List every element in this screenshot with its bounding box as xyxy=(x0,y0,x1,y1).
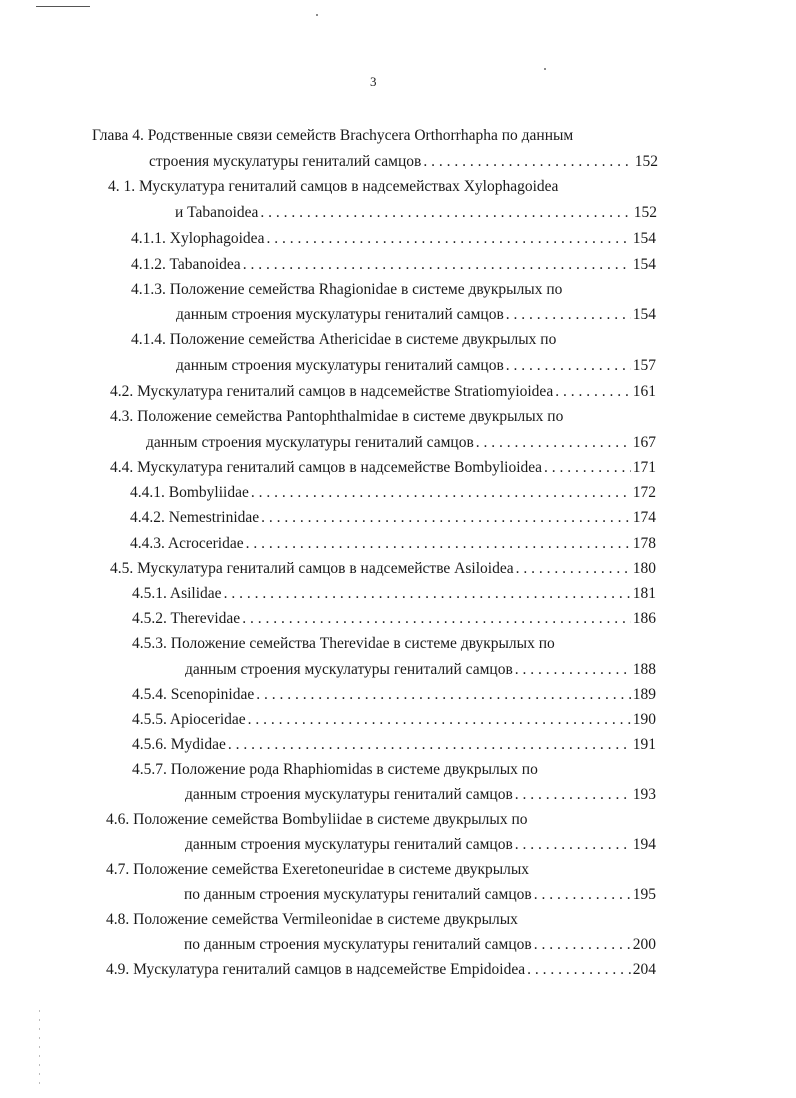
toc-line: данным строения мускулатуры гениталий самцов . . . 194 xyxy=(185,836,656,854)
dot-leader xyxy=(256,686,630,704)
dot-leader xyxy=(261,509,631,527)
dot-leader xyxy=(506,357,631,375)
toc-line: 4.5.7. Положение рода Rhaphiomidas в системе двукрылых по xyxy=(132,761,538,778)
dot-leader xyxy=(260,204,631,222)
toc-line: 4.7. Положение семейства Exeretoneuridae в системе двукрылых xyxy=(106,861,530,878)
toc-line: 4.4.3. Acroceridae . . . 178 xyxy=(130,535,656,553)
toc-line: и Tabanoidea . . . 152 xyxy=(175,204,657,222)
dot-leader xyxy=(251,484,631,502)
toc-page-number: 157 xyxy=(632,357,656,374)
toc-page-number: 181 xyxy=(632,585,656,602)
toc-line: 4.5.1. Asilidae . . . 181 xyxy=(132,585,656,603)
dot-leader xyxy=(515,786,631,804)
toc-line: данным строения мускулатуры гениталий самцов . . . 157 xyxy=(176,357,656,375)
toc-page-number: 167 xyxy=(632,434,656,451)
toc-line: 4.5.2. Therevidae . . . 186 xyxy=(132,610,656,628)
toc-page-number: 189 xyxy=(632,686,656,703)
toc-page-number: 191 xyxy=(632,736,656,753)
toc-page-number: 180 xyxy=(632,560,656,577)
toc-line: 4.5.3. Положение семейства Therevidae в системе двукрылых по xyxy=(132,635,555,652)
toc-page-number: 200 xyxy=(632,936,656,953)
toc-page-number: 195 xyxy=(632,886,656,903)
dot-leader xyxy=(506,306,631,324)
toc-line: 4.9. Мускулатура гениталий самцов в надсемействе Empidoidea . . . 204 xyxy=(106,961,656,979)
toc-line: данным строения мускулатуры гениталий самцов . . . 193 xyxy=(185,786,656,804)
toc-page-number: 204 xyxy=(632,961,656,978)
toc-page-number: 154 xyxy=(632,230,656,247)
toc-page-number: 194 xyxy=(632,836,656,853)
dot-leader xyxy=(534,936,631,954)
margin-artifact xyxy=(39,1010,40,1090)
toc-line: 4.1.4. Положение семейства Athericidae в системе двукрылых по xyxy=(131,331,557,348)
toc-line: Глава 4. Родственные связи семейств Brachycera Orthorrhapha по данным xyxy=(92,127,574,144)
toc-line: 4.1.3. Положение семейства Rhagionidae в системе двукрылых по xyxy=(131,281,563,298)
toc-line: данным строения мускулатуры гениталий самцов . . . 154 xyxy=(176,306,656,324)
dot-leader xyxy=(476,434,631,452)
toc-line: 4. 1. Мускулатура гениталий самцов в надсемействах Xylophagoidea xyxy=(108,178,559,195)
toc-line: 4.5.6. Mydidae . . . 191 xyxy=(132,736,656,754)
scan-speck xyxy=(544,68,546,70)
toc-line: по данным строения мускулатуры гениталий самцов . . . 195 xyxy=(184,886,656,904)
toc-line: 4.1.1. Xylophagoidea . . . 154 xyxy=(131,230,656,248)
toc-line: данным строения мускулатуры гениталий самцов . . . 167 xyxy=(146,434,656,452)
toc-line: 4.5.4. Scenopinidae . . . 189 xyxy=(132,686,656,704)
dot-leader xyxy=(248,711,631,729)
toc-line: 4.6. Положение семейства Bombyliidae в системе двукрылых по xyxy=(106,811,528,828)
toc-line: 4.8. Положение семейства Vermileonidae в системе двукрылых xyxy=(106,911,518,928)
dot-leader xyxy=(242,610,631,628)
dot-leader xyxy=(515,661,631,679)
dot-leader xyxy=(555,383,631,401)
toc-page-number: 152 xyxy=(633,204,657,221)
toc-page-number: 154 xyxy=(632,256,656,273)
toc-line: 4.5.5. Apioceridae . . . 190 xyxy=(132,711,656,729)
toc-page-number: 152 xyxy=(634,153,658,170)
toc-line: по данным строения мускулатуры гениталий самцов . . . 200 xyxy=(184,936,656,954)
toc-page-number: 161 xyxy=(632,383,656,400)
toc-page-number: 172 xyxy=(632,484,656,501)
dot-leader xyxy=(243,256,631,274)
toc-line: 4.4.1. Bombyliidae . . . 172 xyxy=(130,484,656,502)
page-number: 3 xyxy=(370,74,377,89)
toc-line: 4.3. Положение семейства Pantophthalmidae в системе двукрылых по xyxy=(110,408,564,425)
dot-leader xyxy=(544,459,631,477)
toc-line: 4.2. Мускулатура гениталий самцов в надсемействе Stratiomyioidea . . . 161 xyxy=(110,383,656,401)
toc-line: строения мускулатуры гениталий самцов . . . 152 xyxy=(149,153,658,171)
dot-leader xyxy=(224,585,631,603)
toc-page-number: 186 xyxy=(632,610,656,627)
toc-page-number: 188 xyxy=(632,661,656,678)
dot-leader xyxy=(246,535,631,553)
toc-line: 4.4. Мускулатура гениталий самцов в надсемействе Bombylioidea . . . 171 xyxy=(110,459,656,477)
toc-line: 4.5. Мускулатура гениталий самцов в надсемействе Asiloidea . . . 180 xyxy=(110,560,656,578)
dot-leader xyxy=(516,560,631,578)
dot-leader xyxy=(423,153,632,171)
scan-speck xyxy=(316,14,318,16)
toc-page-number: 171 xyxy=(632,459,656,476)
toc-line: 4.4.2. Nemestrinidae . . . 174 xyxy=(130,509,656,527)
dot-leader xyxy=(527,961,631,979)
dot-leader xyxy=(228,736,631,754)
top-rule xyxy=(36,6,90,7)
dot-leader xyxy=(515,836,631,854)
toc-page-number: 193 xyxy=(632,786,656,803)
dot-leader xyxy=(266,230,630,248)
toc-page-number: 178 xyxy=(632,535,656,552)
toc-line: данным строения мускулатуры гениталий самцов . . . 188 xyxy=(185,661,656,679)
toc-page-number: 154 xyxy=(632,306,656,323)
toc-page-number: 190 xyxy=(632,711,656,728)
toc-page-number: 174 xyxy=(632,509,656,526)
dot-leader xyxy=(534,886,631,904)
toc-line: 4.1.2. Tabanoidea . . . 154 xyxy=(131,256,656,274)
